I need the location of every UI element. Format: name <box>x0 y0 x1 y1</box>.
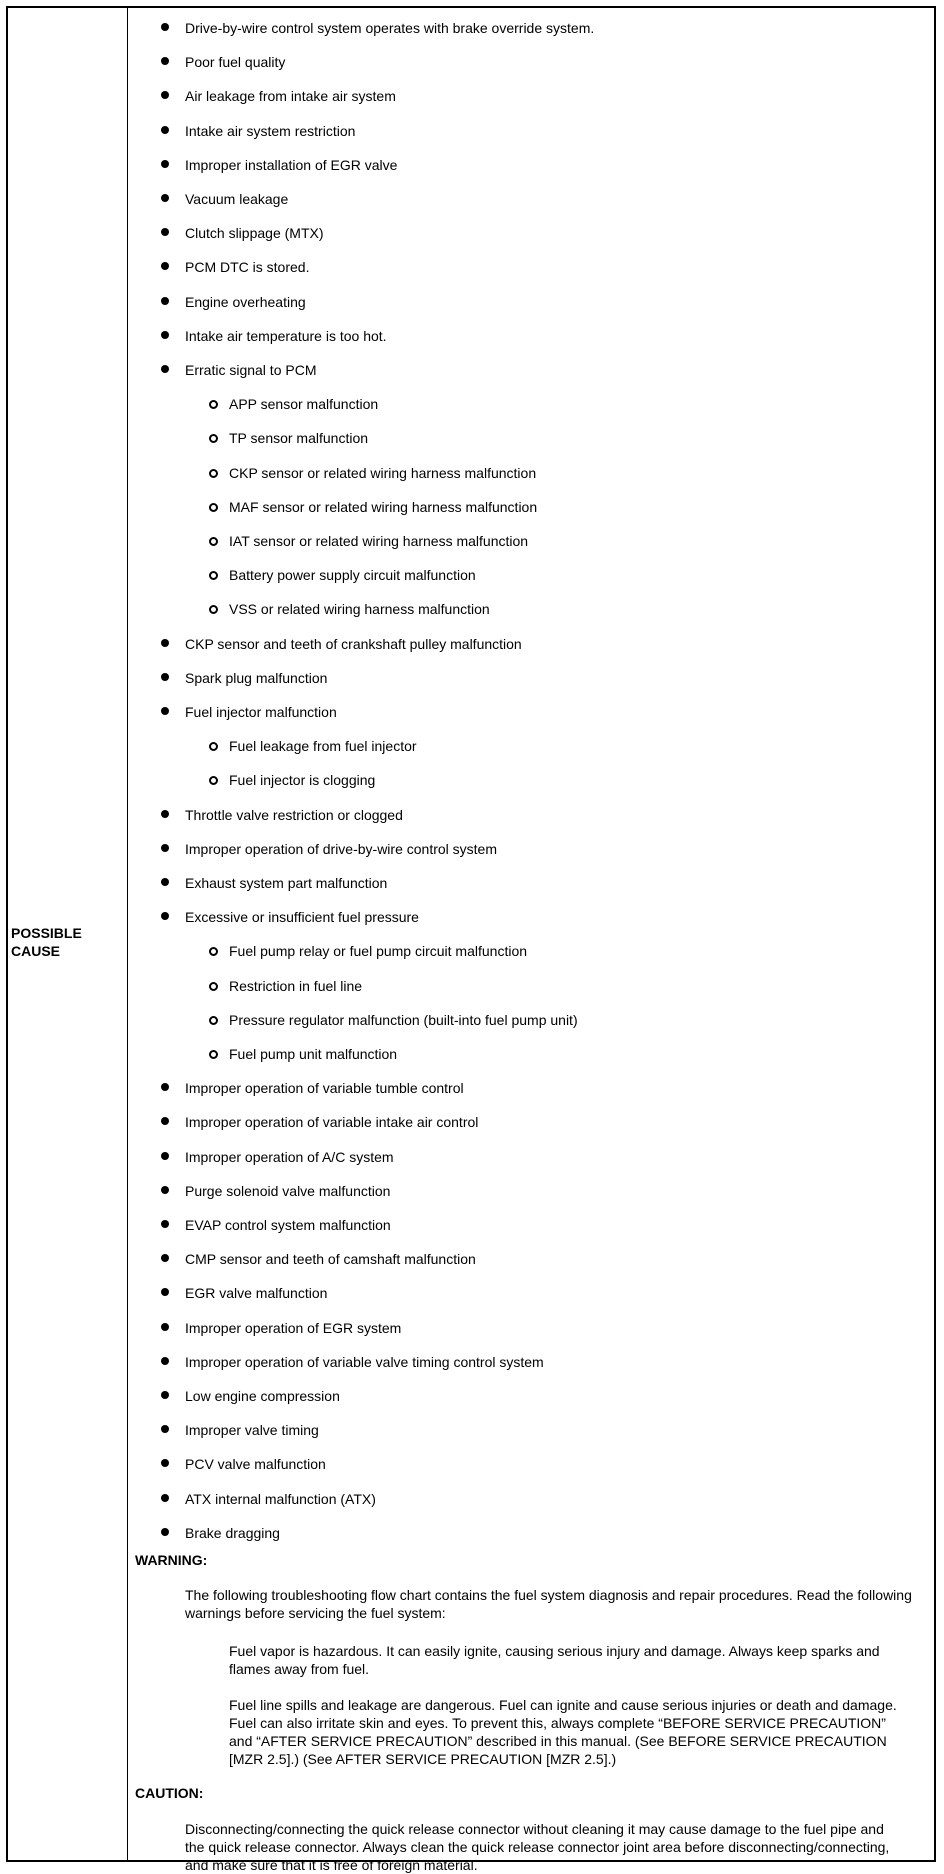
bullet-filled-icon <box>161 1186 169 1194</box>
bullet-filled-icon <box>161 844 169 852</box>
bullet-filled-icon <box>161 262 169 270</box>
bullet-filled-icon <box>161 331 169 339</box>
warning-heading: WARNING: <box>135 1552 208 1568</box>
warning-sub-item <box>209 1696 909 1768</box>
warning-sub-text: Fuel vapor is hazardous. It can easily ignite, causing serious injury and damage. Always keep sparks and flames away from fuel. <box>229 1643 880 1677</box>
bullet-hollow-icon <box>209 537 218 546</box>
bullet-filled-icon <box>161 639 169 647</box>
list-item-text: Pressure regulator malfunction (built-into fuel pump unit) <box>229 1011 578 1028</box>
caution-heading: CAUTION: <box>135 1785 204 1801</box>
bullet-filled-icon <box>161 1152 169 1160</box>
list-item-text: Drive-by-wire control system operates with brake override system. <box>185 20 595 36</box>
list-item-text: Fuel leakage from fuel injector <box>229 738 417 755</box>
list-item-text: Fuel injector is clogging <box>229 772 376 789</box>
list-item-text: Improper operation of variable tumble control <box>185 1080 464 1097</box>
list-item-text: Battery power supply circuit malfunction <box>229 567 476 584</box>
bullet-hollow-icon <box>209 982 218 991</box>
list-item-text: Fuel pump unit malfunction <box>229 1046 398 1062</box>
bullet-filled-icon <box>161 1254 169 1262</box>
list-item-text: Throttle valve restriction or clogged <box>185 806 403 823</box>
list-item-text: Excessive or insufficient fuel pressure <box>185 909 419 926</box>
bullet-hollow-icon <box>209 434 218 443</box>
list-item-text: APP sensor malfunction <box>229 396 379 413</box>
list-item-text: Spark plug malfunction <box>185 669 328 686</box>
bullet-hollow-icon <box>209 605 218 614</box>
bullet-filled-icon <box>161 1220 169 1228</box>
bullet-filled-icon <box>161 297 169 305</box>
list-item-text: Air leakage from intake air system <box>185 88 396 105</box>
bullet-filled-icon <box>161 707 169 715</box>
list-item-text: TP sensor malfunction <box>229 430 369 447</box>
bullet-hollow-icon <box>209 1050 218 1059</box>
list-item-text: EGR valve malfunction <box>185 1285 328 1302</box>
list-item-text: Improper operation of variable valve timing control system <box>185 1353 544 1370</box>
list-item-text: Purge solenoid valve malfunction <box>185 1182 391 1199</box>
caution-main-item <box>161 1820 901 1874</box>
warning-main-item <box>161 1586 931 1622</box>
list-item-text: Exhaust system part malfunction <box>185 875 388 891</box>
bullet-hollow-icon <box>209 571 218 580</box>
bullet-hollow-icon <box>209 400 218 409</box>
list-item-text: Vacuum leakage <box>185 191 289 207</box>
list-item-text: Improper operation of drive-by-wire control system <box>185 840 498 857</box>
warning-main-text: The following troubleshooting flow chart contains the fuel system diagnosis and repair procedures. Read the following warnings before servicing the fuel system: <box>185 1587 912 1621</box>
bullet-hollow-icon <box>209 947 218 956</box>
bullet-filled-icon <box>161 912 169 920</box>
bullet-hollow-icon <box>209 503 218 512</box>
list-item-text: Poor fuel quality <box>185 54 286 71</box>
list-item-text: Intake air system restriction <box>185 122 356 139</box>
list-item-text: IAT sensor or related wiring harness malfunction <box>229 533 529 549</box>
caution-main-text: Disconnecting/connecting the quick release connector without cleaning it may cause damage to the fuel pipe and the quick release connector. Always clean the quick release connector joint area before disconnecting/connecting, and make sure that it is free of foreign material. <box>185 1821 890 1873</box>
bullet-filled-icon <box>161 1288 169 1296</box>
list-item-text: Improper operation of EGR system <box>185 1319 402 1336</box>
cause-list-column <box>129 8 934 1873</box>
label-column <box>8 8 128 1860</box>
bullet-filled-icon <box>161 365 169 373</box>
bullet-filled-icon <box>161 878 169 886</box>
list-item-text: Improper installation of EGR valve <box>185 156 398 173</box>
bullet-filled-icon <box>161 1425 169 1433</box>
bullet-filled-icon <box>161 1117 169 1125</box>
list-item-text: EVAP control system malfunction <box>185 1217 391 1233</box>
bullet-filled-icon <box>161 126 169 134</box>
list-item-text: Intake air temperature is too hot. <box>185 327 387 344</box>
bullet-filled-icon <box>161 194 169 202</box>
bullet-filled-icon <box>161 1494 169 1502</box>
list-item-text: CKP sensor or related wiring harness malfunction <box>229 464 537 481</box>
bullet-filled-icon <box>161 160 169 168</box>
list-item-text: Fuel injector malfunction <box>185 704 337 720</box>
warning-sub-text: Fuel line spills and leakage are dangerous. Fuel can ignite and cause serious injuries or death and damage. Fuel can also irritate skin and eyes. To prevent this, always complete “BEFORE SERVICE PRECAUTION” and “AFTER SERVICE PRECAUTION” described in this manual. (See BEFORE SERVICE PRECAUTION [MZR 2.5].) (See AFTER SERVICE PRECAUTION [MZR 2.5].) <box>229 1697 897 1767</box>
list-item-text: Erratic signal to PCM <box>185 362 317 378</box>
list-item-text: Clutch slippage (MTX) <box>185 225 324 242</box>
bullet-hollow-icon <box>209 1016 218 1025</box>
bullet-hollow-icon <box>209 469 218 478</box>
list-item-text: Restriction in fuel line <box>229 977 363 994</box>
bullet-filled-icon <box>161 1083 169 1091</box>
bullet-filled-icon <box>161 1323 169 1331</box>
bullet-filled-icon <box>161 1459 169 1467</box>
list-item-text: ATX internal malfunction (ATX) <box>185 1490 376 1507</box>
bullet-filled-icon <box>161 23 169 31</box>
bullet-hollow-icon <box>209 776 218 785</box>
list-item-text: MAF sensor or related wiring harness malfunction <box>229 498 538 515</box>
bullet-filled-icon <box>161 1357 169 1365</box>
bullet-filled-icon <box>161 228 169 236</box>
bullet-filled-icon <box>161 91 169 99</box>
row-label-line-2: CAUSE <box>11 943 61 959</box>
bullet-filled-icon <box>161 1528 169 1536</box>
bullet-hollow-icon <box>209 742 218 751</box>
list-item-text: CMP sensor and teeth of camshaft malfunction <box>185 1251 476 1268</box>
row-label <box>11 924 82 960</box>
list-item-text: Engine overheating <box>185 293 306 310</box>
list-item-text: Brake dragging <box>185 1524 280 1541</box>
list-item-text: CKP sensor and teeth of crankshaft pulley malfunction <box>185 635 522 652</box>
list-item-text: Improper operation of A/C system <box>185 1148 394 1165</box>
list-item-text: Low engine compression <box>185 1388 340 1404</box>
list-item-text: Improper valve timing <box>185 1422 319 1439</box>
bullet-filled-icon <box>161 1391 169 1399</box>
bullet-filled-icon <box>161 810 169 818</box>
row-label-line-1: POSSIBLE <box>11 925 82 941</box>
bullet-filled-icon <box>161 673 169 681</box>
list-item-text: VSS or related wiring harness malfunction <box>229 601 490 618</box>
bullet-filled-icon <box>161 57 169 65</box>
list-item-text: Fuel pump relay or fuel pump circuit malfunction <box>229 943 528 960</box>
list-item-text: Improper operation of variable intake air control <box>185 1114 479 1131</box>
list-item-text: PCM DTC is stored. <box>185 259 310 276</box>
possible-cause-table <box>6 6 936 1873</box>
warning-sub-item <box>209 1642 889 1678</box>
list-item-text: PCV valve malfunction <box>185 1456 326 1473</box>
